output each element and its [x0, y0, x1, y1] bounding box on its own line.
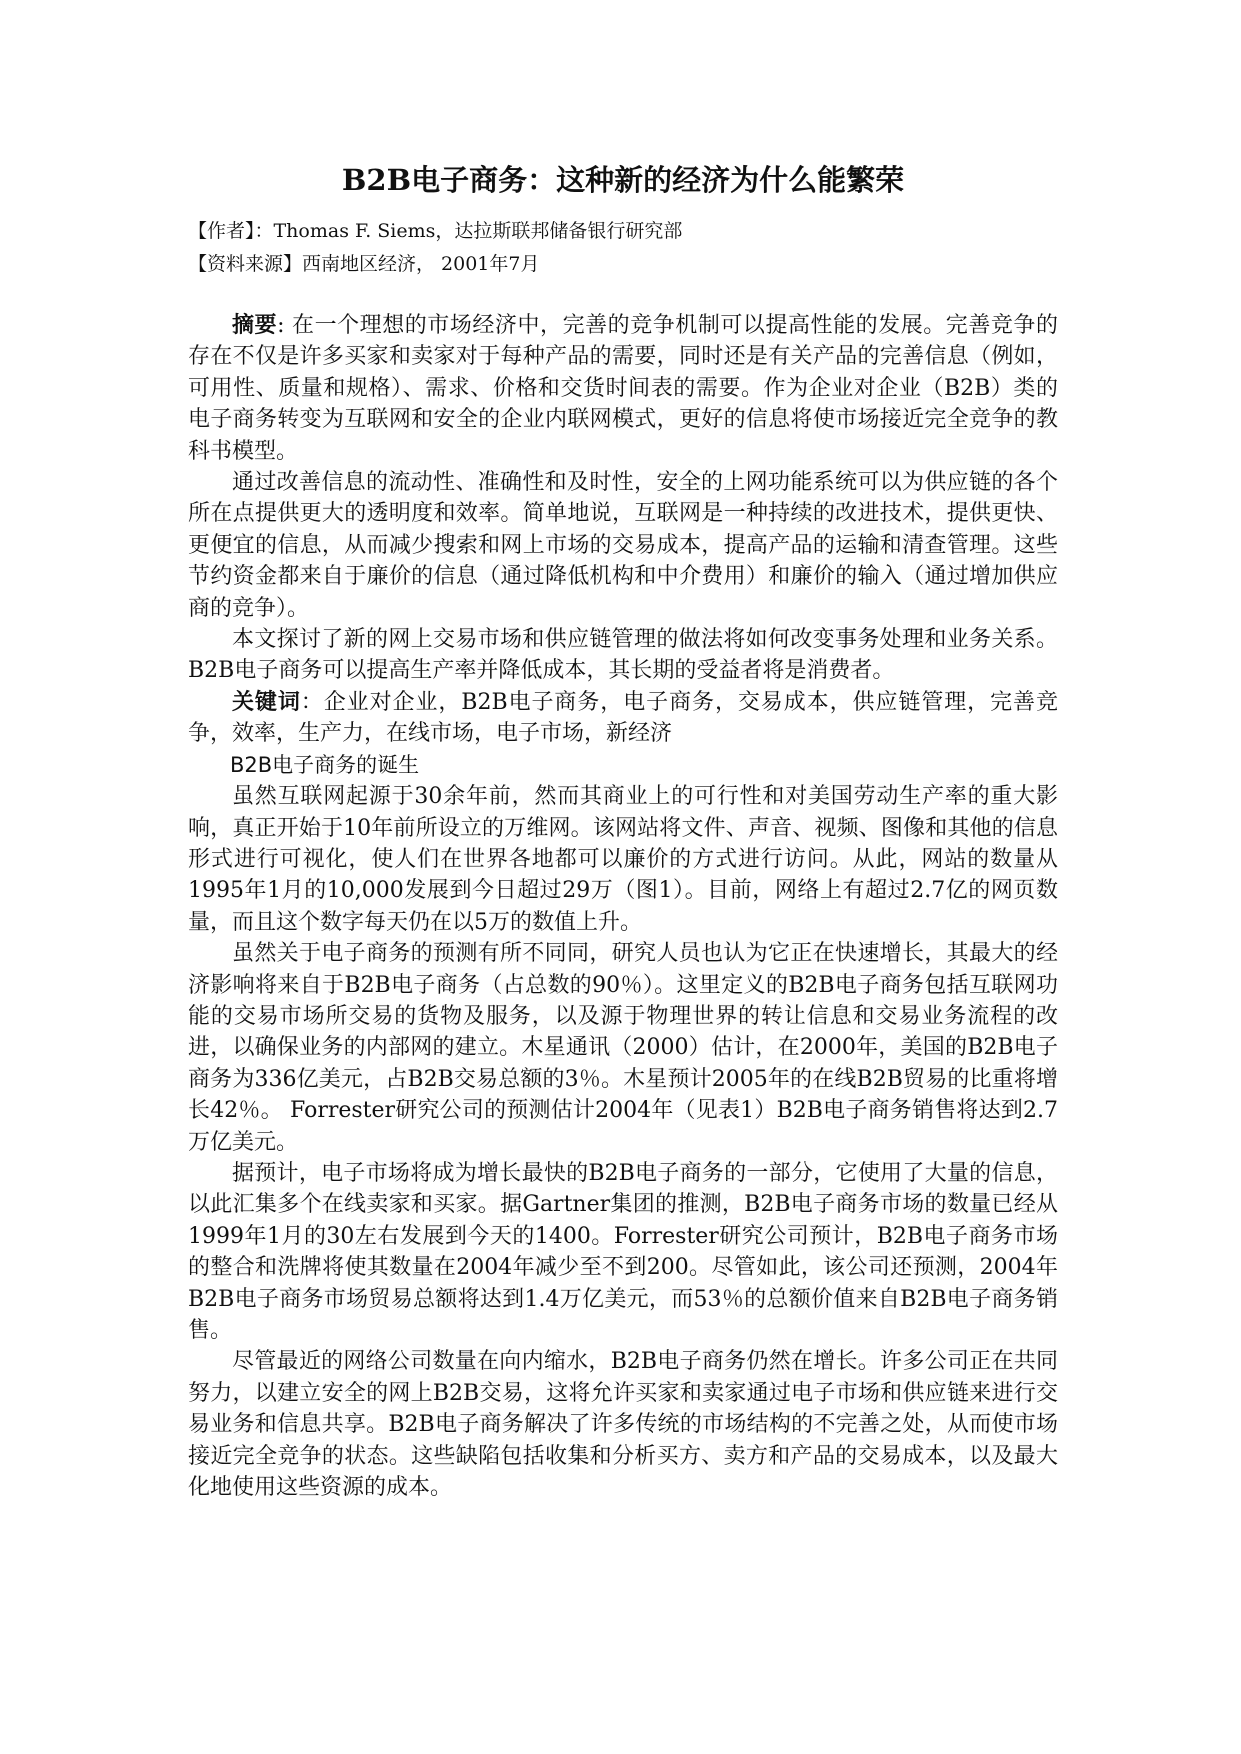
section-paragraph-4: 尽管最近的网络公司数量在向内缩水，B2B电子商务仍然在增长。许多公司正在共同努力，以建立安全的网上B2B交易，这将允许买家和卖家通过电子市场和供应链来进行交易业务和信息共享。B2B电子商务解决了许多传统的市场结构的不完善之处，从而使市场接近完全竞争的状态。这些缺陷包括收集和分析买方、卖方和产品的交易成本，以及最大化地使用这些资源的成本。	[188, 1349, 1058, 1501]
section-paragraph-2: 虽然关于电子商务的预测有所不同同，研究人员也认为它正在快速增长，其最大的经济影响将来自于B2B电子商务（占总数的90％）。这里定义的B2B电子商务包括互联网功能的交易市场所交易的货物及服务，以及源于物理世界的转让信息和交易业务流程的改进，以确保业务的内部网的建立。木星通讯（2000）估计，在2000年，美国的B2B电子商务为336亿美元，占B2B交易总额的3％。木星预计2005年的在线B2B贸易的比重将增长42％。 Forrester研究公司的预测估计2004年（见表1）B2B电子商务销售将达到2.7万亿美元。	[188, 941, 1058, 1155]
abstract-paragraph-3: 本文探讨了新的网上交易市场和供应链管理的做法将如何改变事务处理和业务关系。B2B电子商务可以提高生产率并降低成本，其长期的受益者将是消费者。	[188, 627, 1058, 684]
keywords-text: ：企业对企业，B2B电子商务，电子商务，交易成本，供应链管理，完善竞争，效率，生产力，在线市场，电子市场，新经济	[188, 689, 1058, 747]
keywords-paragraph	[188, 687, 1058, 750]
source-line: 【资料来源】西南地区经济， 2001年7月	[188, 253, 540, 275]
section-paragraph-1: 虽然互联网起源于30余年前，然而其商业上的可行性和对美国劳动生产率的重大影响，真正开始于10年前所设立的万维网。该网站将文件、声音、视频、图像和其他的信息形式进行可视化，使人们在世界各地都可以廉价的方式进行访问。从此，网站的数量从1995年1月的10,000发展到今日超过29万（图1）。目前，网络上有超过2.7亿的网页数量，而且这个数字每天仍在以5万的数值上升。	[188, 784, 1058, 935]
section-paragraph-3: 据预计，电子市场将成为增长最快的B2B电子商务的一部分，它使用了大量的信息，以此汇集多个在线卖家和买家。据Gartner集团的推测，B2B电子商务市场的数量已经从1999年1月的30左右发展到今天的1400。Forrester研究公司预计，B2B电子商务市场的整合和洗牌将使其数量在2004年减少至不到200。尽管如此，该公司还预测，2004年B2B电子商务市场贸易总额将达到1.4万亿美元，而53％的总额价值来自B2B电子商务销售。	[188, 1160, 1058, 1343]
document-body	[188, 310, 1058, 1503]
section-heading: B2B电子商务的诞生	[230, 752, 420, 777]
keywords-label: 关键词	[232, 688, 301, 715]
abstract-paragraph-2: 通过改善信息的流动性、准确性和及时性，安全的上网功能系统可以为供应链的各个所在点提供更大的透明度和效率。简单地说，互联网是一种持续的改进技术，提供更快、更便宜的信息，从而减少搜索和网上市场的交易成本，提高产品的运输和清查管理。这些节约资金都来自于廉价的信息（通过降低机构和中介费用）和廉价的输入（通过增加供应商的竞争）。	[188, 470, 1058, 621]
abstract-label: 摘要	[232, 312, 278, 338]
document-title: B2B电子商务：这种新的经济为什么能繁荣	[341, 163, 905, 197]
author-line: 【作者】：Thomas F. Siems，达拉斯联邦储备银行研究部	[188, 220, 683, 242]
abstract-paragraph-1	[188, 310, 1058, 467]
abstract-text-1: : 在一个理想的市场经济中，完善的竞争机制可以提高性能的发展。完善竞争的存在不仅是许多买家和卖家对于每种产品的需要，同时还是有关产品的完善信息（例如，可用性、质量和规格）、需求、价格和交货时间表的需要。作为企业对企业（B2B）类的电子商务转变为互联网和安全的企业内联网模式，更好的信息将使市场接近完全竞争的教科书模型。	[188, 313, 1058, 464]
